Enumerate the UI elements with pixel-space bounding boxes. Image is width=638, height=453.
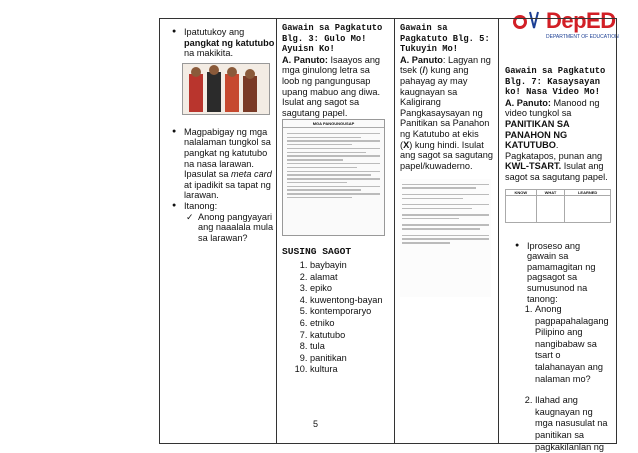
col2-cell (277, 19, 395, 444)
answer-item: 10. kultura (310, 364, 389, 376)
kwl-header: WHAT (536, 189, 565, 195)
katutubo-people-icon (183, 64, 269, 114)
col1-bullet-1: ● Ipatutukoy ang pangkat ng katutubo na makikita. (184, 27, 276, 59)
check-mark-icon: ✓ (186, 211, 194, 222)
susing-sagot-heading: SUSING SAGOT (282, 246, 352, 258)
answer-item: 1. baybayin (310, 260, 389, 272)
pangungusap-table-header: MGA PANGUNGUSAP (283, 120, 384, 128)
col1-cell (160, 19, 277, 444)
kwl-chart (505, 189, 611, 223)
col4-heading: Gawain sa Pagkatuto Blg. 7: Kasaysayan ko! Nasa Video Mo! (505, 66, 606, 98)
col1-bullet-2: ● Magpabigay ng mga nalalaman tungkol sa pangkat ng katutubo na nasa larawan. Ipasulat sa meta card at ipadikit sa tapat ng larawan. (184, 127, 276, 201)
col1-sub-item: ✓ Anong pangyayari ang naaalala mula sa larawan? (186, 211, 274, 243)
kwl-header: KNOW (506, 189, 537, 195)
pangungusap-table-image (282, 119, 385, 236)
answer-item: 9. panitikan (310, 353, 389, 365)
answer-list (282, 260, 389, 376)
answer-item: 8. tula (310, 341, 389, 353)
katutubo-image (182, 63, 270, 115)
col2-heading: Gawain sa Pagkatuto Blg. 3: Gulo Mo! Ayuisn Ko! (282, 23, 383, 55)
col4-cell (499, 19, 617, 452)
answer-item: 2. alamat (310, 272, 389, 284)
page-number: 5 (313, 419, 319, 429)
answer-item: 6. etniko (310, 318, 389, 330)
question-item: 1. Anong pagpapahalagang Pilipino ang nangibabaw sa tsart o talahanayan ang nalaman mo? (535, 304, 611, 385)
deped-logo-text: DepED (546, 8, 616, 33)
col3-instruction: A. Panuto: Lagyan ng tsek (/) kung ang pahayag ay may kaugnayan sa Kaligirang Pangkasaysayan ng Panitikan sa Panahon ng Katutubo at ekis (X) kung hindi. Isulat ang sagot sa sagutang papel/kuwaderno. (400, 54, 493, 171)
col4-instruction: A. Panuto: Manood ng video tungkol sa PANITIKAN SA PANAHON NG KATUTUBO. Pagkatapos, punan ang KWL-TSART. Isulat ang sagot sa sagutang papel. (505, 97, 608, 182)
lesson-table (159, 18, 617, 452)
col3-heading: Gawain sa Pagkatuto Blg. 5: Tukuyin Mo! (400, 23, 490, 55)
answer-item: 4. kuwentong-bayan (310, 295, 389, 307)
col3-cell (395, 19, 499, 444)
kwl-header: LEARNED (565, 189, 611, 195)
answer-item: 7. katutubo (310, 330, 389, 342)
answer-item: 5. kontemporaryo (310, 306, 389, 318)
pahayag-list-image (400, 179, 491, 297)
question-list (505, 304, 611, 453)
answer-item: 3. epiko (310, 283, 389, 295)
question-item: 2. Ilahad ang kaugnayan ng mga nasusulat na panitikan sa pagkakilanlan ng (535, 395, 611, 453)
col1-bullet-3: ● Itanong: (184, 201, 276, 212)
col2-instruction: A. Panuto: Isaayos ang mga ginulong letra sa loob ng pangungusap upang mabuo ang diwa. Isulat ang sagot sa sagutang papel. (282, 54, 381, 118)
deped-logo-subtext: DEPARTMENT OF EDUCATION (546, 34, 619, 40)
col4-bullet: ● Iproseso ang gawain sa pamamagitan ng pagsagot sa sumusunod na tanong: (527, 241, 611, 305)
